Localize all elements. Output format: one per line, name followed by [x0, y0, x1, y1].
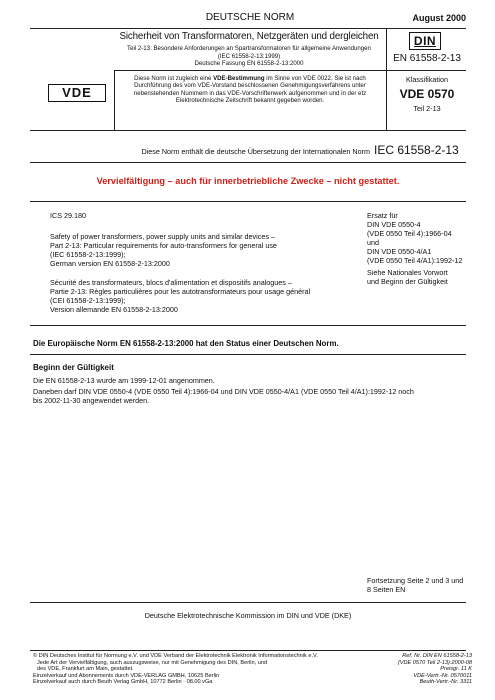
- footer-rule: [30, 650, 466, 651]
- ersatz-line-7: Siehe Nationales Vorwort: [367, 267, 448, 277]
- german-version: Deutsche Fassung EN 61558-2-13:2000: [194, 60, 304, 67]
- french-line-2: Partie 2-13: Règles particulières pour les autotransformateurs pour usage général: [50, 287, 311, 297]
- copyright-notice: [33, 653, 378, 686]
- standard-type: DEUTSCHE NORM: [205, 12, 295, 23]
- commission-rule: [30, 602, 466, 603]
- vde-logo: [48, 84, 106, 102]
- ref-line-2: (VDE 0570 Teil 2-13):2000-08: [397, 659, 472, 666]
- ersatz-line-4: und: [367, 238, 379, 248]
- replacement-info: [367, 211, 472, 286]
- validity-line-3: bis 2002-11-30 angewendet werden.: [33, 396, 150, 406]
- validity-line-2: Daneben darf DIN VDE 0550-4 (VDE 0550 Teil 4):1966-04 und DIN VDE 0550-4/A1 (VDE 0550 Teil 4/A1):1992-12 noch: [33, 387, 414, 397]
- french-title: [50, 278, 360, 314]
- vde-logo-text: VDE: [62, 85, 92, 100]
- titles-rule: [30, 325, 466, 326]
- copyright-line-1: © DIN Deutsches Institut für Normung e.V. und VDE Verband der Elektrotechnik Elektronik Informationstechnik e.V.: [33, 653, 318, 659]
- iec-reference: (IEC 61558-2-13:1999): [217, 52, 281, 60]
- validity-text: [33, 376, 473, 405]
- status-rule: [30, 354, 466, 355]
- commission-name: Deutsche Elektrotechnische Kommission im DIN und VDE (DKE): [144, 611, 352, 620]
- french-line-3: (CEI 61558-2-13:1999);: [50, 296, 126, 306]
- english-line-4: German version EN 61558-2-13:2000: [50, 259, 170, 269]
- intl-rule: [30, 162, 466, 163]
- ersatz-line-2: DIN VDE 0550-4: [367, 220, 421, 230]
- ersatz-line-1: Ersatz für: [367, 211, 398, 220]
- document-subtitle: Teil 2-13: Besondere Anforderungen an Spartransformatoren für allgemeine Anwendungen: [127, 45, 371, 52]
- french-line-1: Sécurité des transformateurs, blocs d'alimentation et dispositifs analogues –: [50, 278, 292, 287]
- continuation-line-2: 8 Seiten EN: [367, 585, 406, 595]
- intl-norm-number: IEC 61558-2-13: [374, 143, 459, 157]
- vde-notice-post: im Sinne von VDE 0022. Sie ist nach Durchführung des vom VDE-Vorstand beschlossenen Genehmigungsverfahrens unter nebenstehenden Nummern in das VDE-Vorschriftenwerk aufgenommen und in der etz Elektrotechnische Zeitschrift bekannt gegeben worden.: [133, 75, 367, 105]
- document-title: Sicherheit von Transformatoren, Netzgeräten und dergleichen: [119, 31, 379, 42]
- ersatz-line-5: DIN VDE 0550-4/A1: [367, 247, 432, 257]
- classification-number: VDE 0570: [399, 87, 455, 101]
- ref-line-5: Beuth-Vertr.-Nr. 3311: [419, 679, 472, 686]
- reference-numbers: [360, 653, 472, 686]
- ics-code: ICS 29.180: [50, 211, 86, 220]
- vde-divider-right: [386, 70, 387, 130]
- ersatz-line-8: und Beginn der Gültigkeit: [367, 276, 448, 286]
- reproduction-warning: Vervielfältigung – auch für innerbetriebliche Zwecke – nicht gestattet.: [96, 176, 400, 186]
- english-line-1: Safety of power transformers, power supply units and similar devices –: [50, 232, 275, 241]
- continuation-note: [367, 576, 477, 594]
- copyright-line-5: Einzelverkauf auch durch Beuth Verlag GmbH, 10772 Berlin · 08.00 vGa: [33, 679, 213, 686]
- din-logo-underline: [414, 46, 436, 47]
- vde-divider-left: [114, 70, 115, 130]
- title-bottom-rule: [114, 70, 466, 71]
- classification-part: Teil 2-13: [413, 104, 441, 113]
- din-logo: [409, 32, 441, 50]
- ref-line-1: Ref. Nr. DIN EN 61558-2-13: [402, 653, 472, 659]
- vde-bottom-rule: [30, 130, 466, 131]
- continuation-line-1: Fortsetzung Seite 2 und 3 und: [367, 576, 464, 585]
- vde-notice-bold: VDE-Bestimmung: [213, 75, 265, 82]
- english-line-3: (IEC 61558-2-13:1999);: [50, 250, 126, 260]
- ref-line-4: VDE-Vertr.-Nr. 0570011: [413, 672, 472, 679]
- classification-label: Klassifikation: [406, 75, 448, 84]
- vde-notice: [117, 75, 383, 105]
- copyright-line-4: Einzelverkauf und Abonnements durch VDE-VERLAG GMBH, 10625 Berlin: [33, 672, 220, 679]
- copyright-line-3: des VDE, Frankfurt am Main, gestattet.: [37, 666, 134, 673]
- title-divider: [386, 28, 387, 70]
- status-statement: Die Europäische Norm EN 61558-2-13:2000 hat den Status einer Deutschen Norm.: [33, 339, 339, 348]
- intl-norm-text: Diese Norm enthält die deutsche Übersetzung der Internationalen Norm: [141, 147, 370, 156]
- english-line-2: Part 2-13: Particular requirements for auto-transformers for general use: [50, 241, 277, 251]
- din-number: EN 61558-2-13: [393, 53, 461, 64]
- ersatz-line-3: (VDE 0550 Teil 4):1966-04: [367, 229, 452, 239]
- ersatz-line-6: (VDE 0550 Teil 4/A1):1992-12: [367, 256, 463, 266]
- english-title: [50, 232, 355, 268]
- din-logo-text: DIN: [413, 34, 437, 48]
- french-line-4: Version allemande EN 61558-2-13:2000: [50, 305, 178, 315]
- copyright-line-2: Jede Art der Vervielfältigung, auch auszugsweise, nur mit Genehmigung des DIN, Berlin, und: [37, 659, 268, 666]
- publication-date: August 2000: [412, 13, 466, 23]
- vde-notice-pre: Diese Norm ist zugleich eine: [134, 75, 214, 82]
- validity-title: Beginn der Gültigkeit: [33, 363, 114, 372]
- ref-line-3: Preisgr. 11 K: [440, 666, 472, 673]
- top-rule: [30, 28, 466, 29]
- validity-line-1: Die EN 61558-2-13 wurde am 1999-12-01 angenommen.: [33, 376, 215, 385]
- warning-rule: [30, 201, 466, 202]
